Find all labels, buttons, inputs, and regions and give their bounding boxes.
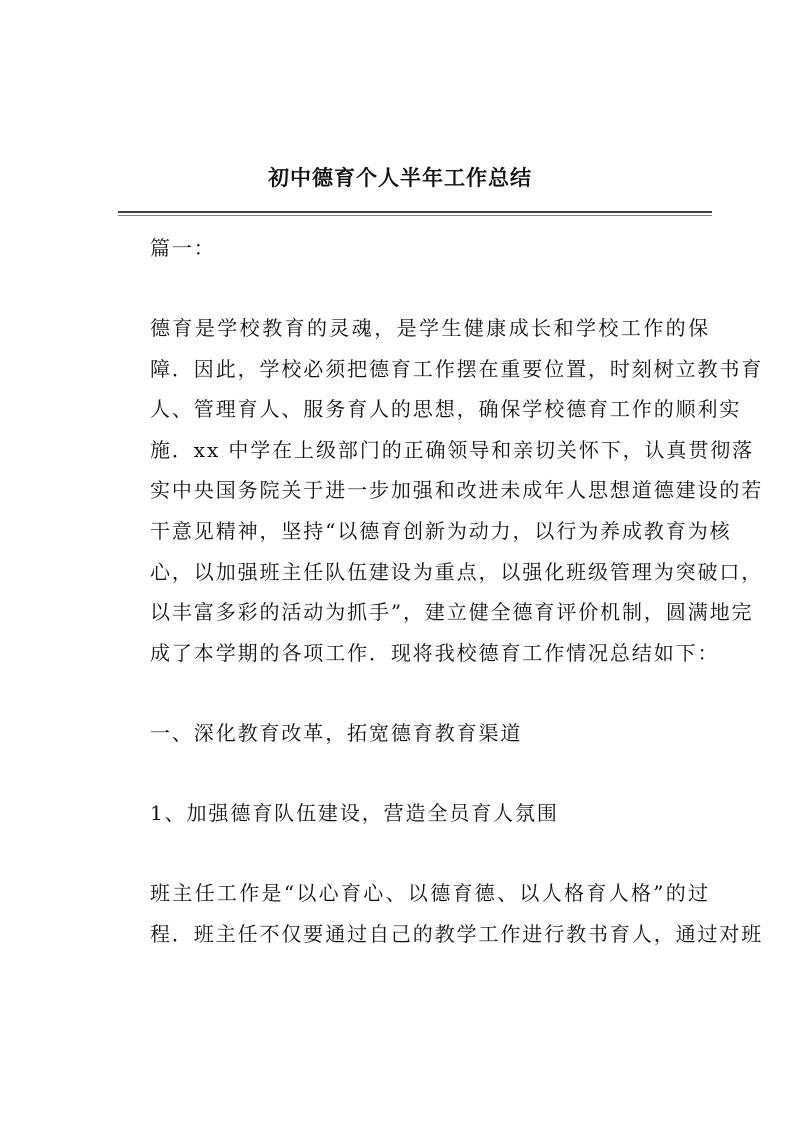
document-title: 初中德育个人半年工作总结 bbox=[268, 165, 532, 190]
title-underline-thin bbox=[118, 215, 712, 216]
paragraph-line: 实中央国务院关于进一步加强和改进未成年人思想道德建设的若 bbox=[150, 478, 764, 503]
title-underline bbox=[118, 211, 712, 213]
paragraph-line: 心，以加强班主任队伍建设为重点，以强化班级管理为突破口， bbox=[150, 559, 764, 584]
heading-1: 一、深化教育改革，拓宽德育教育渠道 bbox=[150, 721, 523, 746]
heading-1-1: 1、加强德育队伍建设，营造全员育人氛围 bbox=[150, 801, 559, 826]
paragraph-line: 成了本学期的各项工作．现将我校德育工作情况总结如下： bbox=[150, 640, 720, 665]
paragraph-line: 干意见精神，坚持“以德育创新为动力，以行为养成教育为核 bbox=[150, 518, 732, 543]
paragraph-line: 以丰富多彩的活动为抓手”，建立健全德育评价机制，圆满地完 bbox=[150, 600, 754, 625]
paragraph-line: 德育是学校教育的灵魂，是学生健康成长和学校工作的保 bbox=[150, 316, 710, 340]
paragraph-line: 施．xx 中学在上级部门的正确领导和亲切关怀下，认真贯彻落 bbox=[150, 437, 755, 462]
paragraph-line: 人、管理育人、服务育人的思想，确保学校德育工作的顺利实 bbox=[150, 397, 742, 422]
section-label: 篇一： bbox=[150, 236, 216, 260]
paragraph-2 bbox=[110, 873, 764, 954]
paragraph-1 bbox=[110, 308, 764, 673]
paragraph-line: 班主任工作是“以心育心、以德育德、以人格育人格”的过 bbox=[150, 881, 710, 906]
document-body bbox=[110, 228, 764, 955]
paragraph-line: 程．班主任不仅要通过自己的教学工作进行教书育人，通过对班 bbox=[150, 921, 764, 946]
paragraph-line: 障．因此，学校必须把德育工作摆在重要位置，时刻树立教书育 bbox=[150, 356, 764, 381]
